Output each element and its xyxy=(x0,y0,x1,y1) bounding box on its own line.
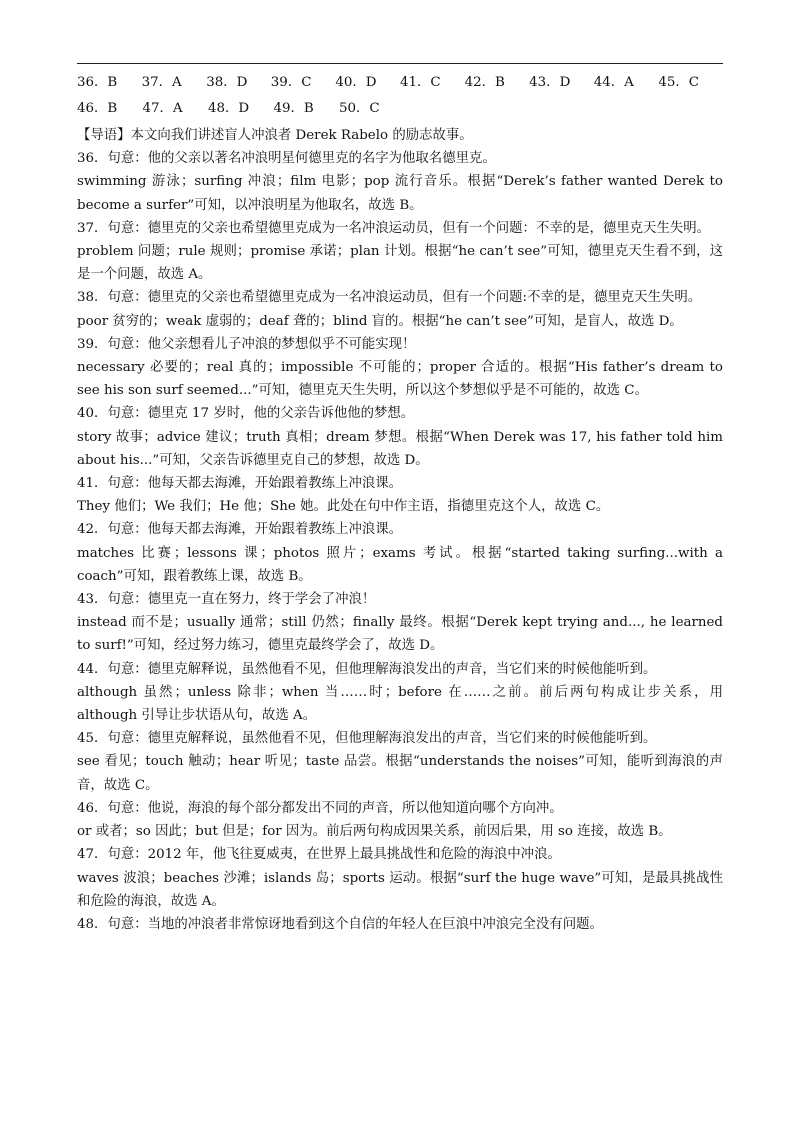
answer-50: 50．C xyxy=(339,101,380,117)
answer-39: 39．C xyxy=(270,75,312,91)
q47-meaning: 47．句意：2012 年，他飞往夏威夷，在世界上最具挑战性和危险的海浪中冲浪。 xyxy=(77,847,561,863)
q38-meaning: 38．句意：德里克的父亲也希望德里克成为一名冲浪运动员，但有一个问题:不幸的是，德里克天生失明。 xyxy=(77,290,702,306)
q42-meaning: 42．句意：他每天都去海滩，开始跟着教练上冲浪课。 xyxy=(77,522,403,538)
answer-49: 49．B xyxy=(273,101,314,117)
answer-42: 42．B xyxy=(464,75,505,91)
intro-guide: 【导语】本文向我们讲述盲人冲浪者 Derek Rabelo 的励志故事。 xyxy=(77,128,473,143)
q41-meaning: 41．句意：他每天都去海滩，开始跟着教练上冲浪课。 xyxy=(77,476,403,492)
q37-meaning: 37．句意：德里克的父亲也希望德里克成为一名冲浪运动员，但有一个问题：不幸的是，德里克天生失明。 xyxy=(77,220,711,236)
q36-analysis: swimming 游泳；surfing 冲浪；film 电影；pop 流行音乐。根据“Derek’s father wanted Derek to become a surfer”可知，以冲浪明星为他取名，故选 B。 xyxy=(77,174,723,213)
q40-analysis: story 故事；advice 建议；truth 真相；dream 梦想。根据“When Derek was 17, his father told him about his...”可知，父亲告诉德里克自己的梦想，故选 D。 xyxy=(77,429,723,468)
answer-47: 47．A xyxy=(142,101,183,117)
answer-explanation xyxy=(77,70,723,936)
q41-analysis: They 他们；We 我们；He 他；She 她。此处在句中作主语，指德里克这个人，故选 C。 xyxy=(77,499,610,515)
q45-meaning: 45．句意：德里克解释说，虽然他看不见，但他理解海浪发出的声音，当它们来的时候他能听到。 xyxy=(77,731,657,747)
q44-meaning: 44．句意：德里克解释说，虽然他看不见，但他理解海浪发出的声音，当它们来的时候他能听到。 xyxy=(77,661,657,677)
answer-37: 37．A xyxy=(141,75,182,91)
q38-analysis: poor 贫穷的；weak 虚弱的；deaf 聋的；blind 盲的。根据“he can’t see”可知，是盲人，故选 D。 xyxy=(77,313,683,329)
q47-analysis: waves 波浪；beaches 沙滩；islands 岛；sports 运动。根据“surf the huge wave”可知，是最具挑战性和危险的海浪，故选 A。 xyxy=(77,870,723,909)
q42-analysis: matches 比赛；lessons 课；photos 照片；exams 考试。根据“started taking surfing...with a coach”可知，跟着教练上课，故选 B。 xyxy=(77,545,723,584)
answer-46: 46．B xyxy=(77,101,118,117)
answer-key-row-2 xyxy=(77,96,723,122)
answer-36: 36．B xyxy=(77,75,118,91)
answer-44: 44．A xyxy=(593,75,634,91)
answer-key-row-1 xyxy=(77,70,723,96)
answer-41: 41．C xyxy=(399,75,441,91)
answer-43: 43．D xyxy=(529,75,571,91)
answer-48: 48．D xyxy=(208,101,250,117)
q45-analysis: see 看见；touch 触动；hear 听见；taste 品尝。根据“understands the noises”可知，能听到海浪的声音，故选 C。 xyxy=(77,754,723,793)
q46-analysis: or 或者；so 因此；but 但是；for 因为。前后两句构成因果关系，前因后果，用 so 连接，故选 B。 xyxy=(77,824,672,840)
q44-analysis: although 虽然；unless 除非；when 当……时；before 在……之前。前后两句构成让步关系，用 although 引导让步状语从句，故选 A。 xyxy=(77,684,723,724)
answer-40: 40．D xyxy=(335,75,377,91)
answer-38: 38．D xyxy=(206,75,248,91)
q48-meaning: 48．句意：当地的冲浪者非常惊讶地看到这个自信的年轻人在巨浪中冲浪完全没有问题。 xyxy=(77,916,603,932)
q36-meaning: 36．句意：他的父亲以著名冲浪明星何德里克的名字为他取名德里克。 xyxy=(77,151,496,167)
q39-analysis: necessary 必要的；real 真的；impossible 不可能的；proper 合适的。根据“His father’s dream to see his son surf seemed...”可知，德里克天生失明，所以这个梦想似乎是不可能的，故选 C。 xyxy=(77,360,723,399)
q46-meaning: 46．句意：他说，海浪的每个部分都发出不同的声音，所以他知道向哪个方向冲。 xyxy=(77,800,563,816)
q39-meaning: 39．句意：他父亲想看儿子冲浪的梦想似乎不可能实现！ xyxy=(77,336,416,352)
header-rule xyxy=(77,63,723,64)
q43-analysis: instead 而不是；usually 通常；still 仍然；finally 最终。根据“Derek kept trying and..., he learned to surf!”可知，经过努力练习，德里克最终学会了，故选 D。 xyxy=(77,615,723,654)
q43-meaning: 43．句意：德里克一直在努力，终于学会了冲浪！ xyxy=(77,592,376,608)
q40-meaning: 40．句意：德里克 17 岁时，他的父亲告诉他他的梦想。 xyxy=(77,406,415,422)
answer-45: 45．C xyxy=(658,75,700,91)
q37-analysis: problem 问题；rule 规则；promise 承诺；plan 计划。根据“he can’t see”可知，德里克天生看不到，这是一个问题，故选 A。 xyxy=(77,244,723,283)
